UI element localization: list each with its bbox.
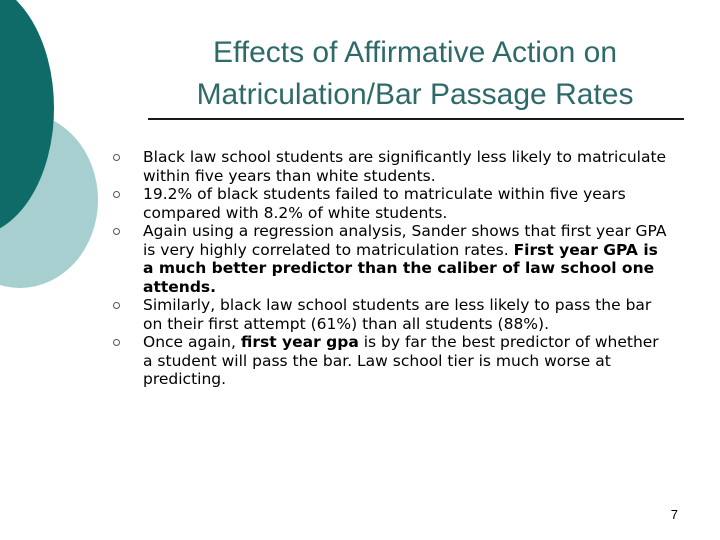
bullet-circle-icon bbox=[113, 154, 120, 161]
bullet-item bbox=[113, 148, 673, 185]
bullet-item bbox=[113, 222, 673, 296]
bullet-bold-text: First year GPA is a much better predictor than the caliber of law school one attends. bbox=[143, 240, 658, 296]
bullet-circle-icon bbox=[113, 228, 120, 235]
bullet-item bbox=[113, 296, 673, 333]
bullet-circle-icon bbox=[113, 339, 120, 346]
bullet-item bbox=[113, 185, 673, 222]
bullet-text: Again using a regression analysis, Sander shows that first year GPA is very highly correlated to matriculation rates. bbox=[143, 222, 667, 259]
bullet-list bbox=[113, 148, 673, 389]
title-line-2: Matriculation/Bar Passage Rates bbox=[196, 78, 634, 111]
page-number: 7 bbox=[670, 507, 678, 522]
bullet-text: Similarly, black law school students are less likely to pass the bar on their first attempt (61%) than all students (88%). bbox=[143, 296, 652, 333]
bullet-circle-icon bbox=[113, 191, 120, 198]
title-divider bbox=[148, 118, 684, 120]
bullet-text-post: is by far the best predictor of whether a student will pass the bar. Law school tier is much worse at predicting. bbox=[143, 333, 659, 388]
bullet-text-pre: Once again, bbox=[143, 333, 241, 351]
bullet-text: 19.2% of black students failed to matriculate within five years compared with 8.2% of white students. bbox=[143, 185, 626, 222]
title-line-1: Effects of Affirmative Action on bbox=[212, 36, 618, 69]
bullet-text: Black law school students are significantly less likely to matriculate within five years than white students. bbox=[143, 148, 667, 185]
bullet-item bbox=[113, 333, 673, 389]
bullet-bold-text: first year gpa bbox=[240, 333, 359, 351]
slide-title bbox=[120, 32, 710, 116]
bullet-circle-icon bbox=[113, 302, 120, 309]
decorative-circles bbox=[0, 0, 110, 290]
